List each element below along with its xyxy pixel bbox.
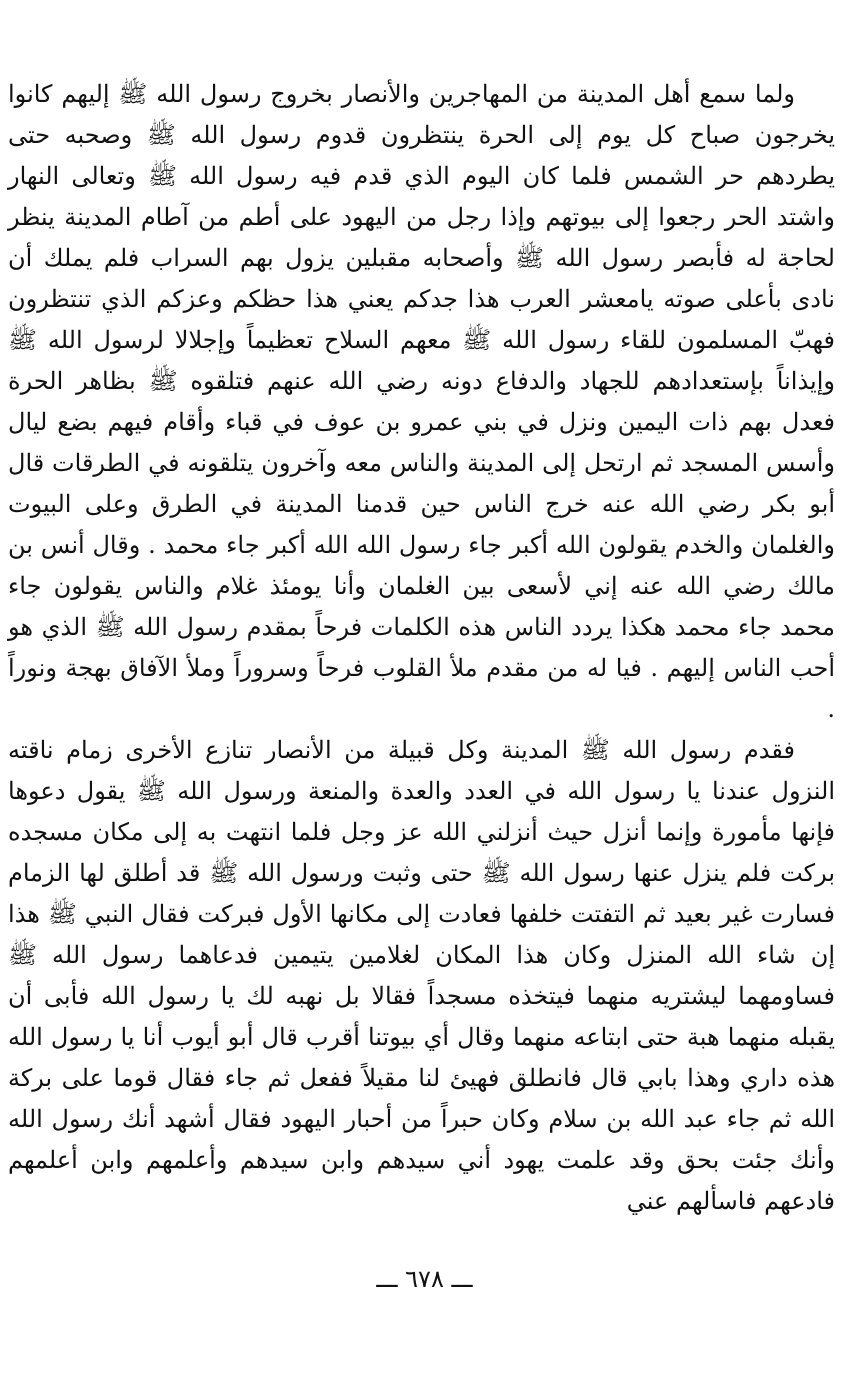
page-number: ـــ ٦٧٨ ـــ (376, 1265, 473, 1293)
paragraph-arrival-news: ولما سمع أهل المدينة من المهاجرين والأنصار بخروج رسول الله ﷺ إليهم كانوا يخرجون صباح كل يوم إلى الحرة ينتظرون قدوم رسول الله ﷺ وصحبه حتى يطردهم حر الشمس فلما كان اليوم الذي قدم فيه رسول الله ﷺ وتعالى النهار واشتد الحر رجعوا إلى بيوتهم وإذا رجل من اليهود على أطم من آطام المدينة ينظر لحاجة له فأبصر رسول الله ﷺ وأصحابه مقبلين يزول بهم السراب فلم يملك أن نادى بأعلى صوته يامعشر العرب هذا جدكم يعني هذا حظكم وعزكم الذي تنتظرون فهبّ المسلمون للقاء رسول الله ﷺ معهم السلاح تعظيماً وإجلالا لرسول الله ﷺ وإيذاناً بإستعدادهم للجهاد والدفاع دونه رضي الله عنهم فتلقوه ﷺ بظاهر الحرة فعدل بهم ذات اليمين ونزل في بني عمرو بن عوف في قباء وأقام فيهم بضع ليال وأسس المسجد ثم ارتحل إلى المدينة والناس معه وآخرون يتلقونه في الطرقات قال أبو بكر رضي الله عنه خرج الناس حين قدمنا المدينة في الطرق وعلى البيوت والغلمان والخدم يقولون الله أكبر جاء رسول الله الله أكبر جاء محمد . وقال أنس بن مالك رضي الله عنه إني لأسعى بين الغلمان وأنا يومئذ غلام والناس يقولون جاء محمد جاء محمد هكذا يردد الناس هذه الكلمات فرحاً بمقدم رسول الله ﷺ الذي هو أحب الناس إليهم . فيا له من مقدم ملأ القلوب فرحاً وسروراً وملأ الآفاق بهجة ونوراً . (8, 80, 835, 723)
paragraph-arrival-medina: فقدم رسول الله ﷺ المدينة وكل قبيلة من الأنصار تنازع الأخرى زمام ناقته النزول عندنا يا رسول الله في العدد والعدة والمنعة ورسول الله ﷺ يقول دعوها فإنها مأمورة وإنما أنزل حيث أنزلني الله عز وجل فلما انتهت به إلى مكان مسجده بركت فلم ينزل عنها رسول الله ﷺ حتى وثبت ورسول الله ﷺ قد أطلق لها الزمام فسارت غير بعيد ثم التفتت خلفها فعادت إلى مكانها الأول فبركت فقال النبي ﷺ هذا إن شاء الله المنزل وكان هذا المكان لغلامين يتيمين فدعاهما رسول الله ﷺ فساومهما ليشتريه منهما فيتخذه مسجداً فقالا بل نهبه لك يا رسول الله فأبى أن يقبله منهما هبة حتى ابتاعه منهما وقال أي بيوتنا أقرب قال أبو أيوب أنا يا رسول الله هذه داري وهذا بابي قال فانطلق فهيئ لنا مقيلاً ففعل ثم جاء فقال قوما على بركة الله ثم جاء عبد الله بن سلام وكان حبراً من أحبار اليهود فقال أشهد أنك رسول الله وأنك جئت بحق وقد علمت يهود أني سيدهم وابن سيدهم وأعلمهم وابن أعلمهم فادعهم فاسألهم عني (8, 736, 836, 1215)
body-text (8, 74, 835, 1222)
